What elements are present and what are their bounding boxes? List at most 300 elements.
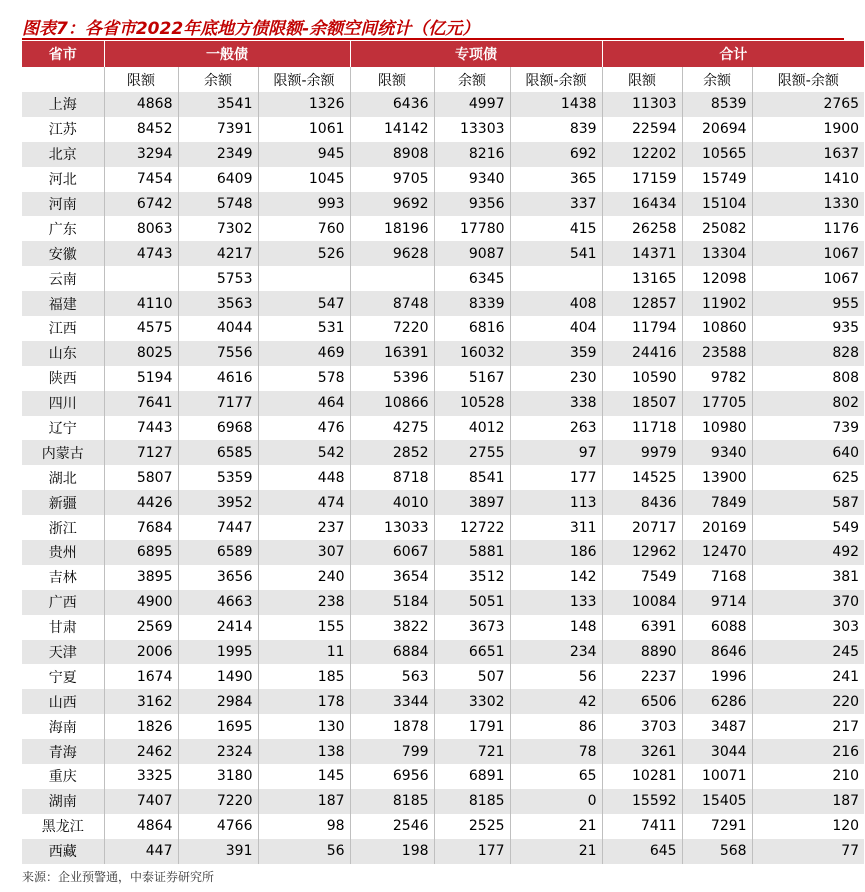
- province-cell: 福建: [22, 291, 104, 316]
- value-cell: 3673: [434, 615, 510, 640]
- value-cell: 4766: [178, 814, 258, 839]
- value-cell: [350, 266, 434, 291]
- province-cell: 重庆: [22, 764, 104, 789]
- value-cell: 4575: [104, 316, 178, 341]
- value-cell: 802: [752, 391, 864, 416]
- value-cell: 2569: [104, 615, 178, 640]
- value-cell: 22594: [602, 117, 682, 142]
- value-cell: 10860: [682, 316, 752, 341]
- value-cell: 549: [752, 515, 864, 540]
- value-cell: 4012: [434, 416, 510, 441]
- value-cell: 86: [510, 714, 602, 739]
- value-cell: 547: [258, 291, 350, 316]
- value-cell: 568: [682, 839, 752, 864]
- province-cell: 安徽: [22, 241, 104, 266]
- value-cell: 578: [258, 366, 350, 391]
- value-cell: 7127: [104, 440, 178, 465]
- value-cell: 7549: [602, 565, 682, 590]
- value-cell: 138: [258, 739, 350, 764]
- value-cell: 8339: [434, 291, 510, 316]
- value-cell: 13304: [682, 241, 752, 266]
- value-cell: 4616: [178, 366, 258, 391]
- table-row: [22, 167, 864, 192]
- value-cell: 1674: [104, 664, 178, 689]
- table-row: [22, 714, 864, 739]
- table-row: [22, 590, 864, 615]
- province-cell: 山东: [22, 341, 104, 366]
- value-cell: 12857: [602, 291, 682, 316]
- value-cell: 11: [258, 640, 350, 665]
- value-cell: 3162: [104, 689, 178, 714]
- value-cell: 2349: [178, 142, 258, 167]
- value-cell: 3344: [350, 689, 434, 714]
- table-row: [22, 764, 864, 789]
- source-note: 来源：企业预警通，中泰证券研究所: [22, 870, 215, 884]
- value-cell: 3656: [178, 565, 258, 590]
- value-cell: 415: [510, 216, 602, 241]
- value-cell: 1995: [178, 640, 258, 665]
- value-cell: 2984: [178, 689, 258, 714]
- province-cell: 黑龙江: [22, 814, 104, 839]
- value-cell: 3654: [350, 565, 434, 590]
- value-cell: 1330: [752, 192, 864, 217]
- province-cell: 湖北: [22, 465, 104, 490]
- value-cell: 17705: [682, 391, 752, 416]
- province-cell: 山西: [22, 689, 104, 714]
- value-cell: 381: [752, 565, 864, 590]
- table-row: [22, 615, 864, 640]
- value-cell: 238: [258, 590, 350, 615]
- value-cell: 9340: [682, 440, 752, 465]
- value-cell: 14525: [602, 465, 682, 490]
- value-cell: 3822: [350, 615, 434, 640]
- value-cell: 7849: [682, 490, 752, 515]
- value-cell: 6589: [178, 540, 258, 565]
- value-cell: 6506: [602, 689, 682, 714]
- value-cell: 492: [752, 540, 864, 565]
- value-cell: 404: [510, 316, 602, 341]
- value-cell: 4010: [350, 490, 434, 515]
- value-cell: 15104: [682, 192, 752, 217]
- header-limit: 限额: [350, 67, 434, 92]
- value-cell: 408: [510, 291, 602, 316]
- value-cell: 9705: [350, 167, 434, 192]
- value-cell: 2237: [602, 664, 682, 689]
- value-cell: 1067: [752, 266, 864, 291]
- value-cell: 16434: [602, 192, 682, 217]
- value-cell: 198: [350, 839, 434, 864]
- value-cell: 15749: [682, 167, 752, 192]
- value-cell: 8748: [350, 291, 434, 316]
- value-cell: 15405: [682, 789, 752, 814]
- value-cell: 210: [752, 764, 864, 789]
- value-cell: 8063: [104, 216, 178, 241]
- value-cell: 531: [258, 316, 350, 341]
- value-cell: 120: [752, 814, 864, 839]
- province-cell: 湖南: [22, 789, 104, 814]
- value-cell: 8718: [350, 465, 434, 490]
- value-cell: 474: [258, 490, 350, 515]
- value-cell: 6345: [434, 266, 510, 291]
- value-cell: 4426: [104, 490, 178, 515]
- province-cell: 江苏: [22, 117, 104, 142]
- value-cell: 3895: [104, 565, 178, 590]
- value-cell: 2324: [178, 739, 258, 764]
- value-cell: 7391: [178, 117, 258, 142]
- table-row: [22, 192, 864, 217]
- value-cell: 6895: [104, 540, 178, 565]
- value-cell: 20169: [682, 515, 752, 540]
- value-cell: 7454: [104, 167, 178, 192]
- value-cell: 7641: [104, 391, 178, 416]
- value-cell: 7443: [104, 416, 178, 441]
- value-cell: 464: [258, 391, 350, 416]
- value-cell: 16391: [350, 341, 434, 366]
- value-cell: 130: [258, 714, 350, 739]
- value-cell: 13303: [434, 117, 510, 142]
- value-cell: 2462: [104, 739, 178, 764]
- value-cell: 241: [752, 664, 864, 689]
- value-cell: 1826: [104, 714, 178, 739]
- province-cell: 海南: [22, 714, 104, 739]
- value-cell: 9356: [434, 192, 510, 217]
- value-cell: 587: [752, 490, 864, 515]
- value-cell: 1996: [682, 664, 752, 689]
- value-cell: 8436: [602, 490, 682, 515]
- value-cell: 6067: [350, 540, 434, 565]
- province-cell: 天津: [22, 640, 104, 665]
- value-cell: 692: [510, 142, 602, 167]
- value-cell: 12722: [434, 515, 510, 540]
- province-cell: 上海: [22, 92, 104, 117]
- value-cell: 311: [510, 515, 602, 540]
- value-cell: 507: [434, 664, 510, 689]
- table-row: [22, 814, 864, 839]
- province-cell: 甘肃: [22, 615, 104, 640]
- table-row: [22, 640, 864, 665]
- value-cell: 97: [510, 440, 602, 465]
- value-cell: 8541: [434, 465, 510, 490]
- province-cell: 内蒙古: [22, 440, 104, 465]
- value-cell: 20694: [682, 117, 752, 142]
- value-cell: 237: [258, 515, 350, 540]
- value-cell: 563: [350, 664, 434, 689]
- value-cell: 11902: [682, 291, 752, 316]
- value-cell: 760: [258, 216, 350, 241]
- value-cell: 7447: [178, 515, 258, 540]
- value-cell: 21: [510, 839, 602, 864]
- header-row-groups: [22, 41, 864, 67]
- value-cell: 391: [178, 839, 258, 864]
- value-cell: 2525: [434, 814, 510, 839]
- value-cell: 645: [602, 839, 682, 864]
- value-cell: 77: [752, 839, 864, 864]
- table-row: [22, 341, 864, 366]
- value-cell: 9714: [682, 590, 752, 615]
- value-cell: 10084: [602, 590, 682, 615]
- table-row: [22, 739, 864, 764]
- value-cell: 739: [752, 416, 864, 441]
- value-cell: 541: [510, 241, 602, 266]
- value-cell: 4743: [104, 241, 178, 266]
- value-cell: 2852: [350, 440, 434, 465]
- value-cell: 6816: [434, 316, 510, 341]
- value-cell: 5881: [434, 540, 510, 565]
- value-cell: [104, 266, 178, 291]
- table-row: [22, 839, 864, 864]
- value-cell: 337: [510, 192, 602, 217]
- table-row: [22, 117, 864, 142]
- value-cell: 6088: [682, 615, 752, 640]
- value-cell: 220: [752, 689, 864, 714]
- table-row: [22, 664, 864, 689]
- value-cell: 625: [752, 465, 864, 490]
- value-cell: 5753: [178, 266, 258, 291]
- value-cell: 3703: [602, 714, 682, 739]
- value-cell: 13165: [602, 266, 682, 291]
- header-general-bond: 一般债: [104, 41, 350, 67]
- value-cell: 828: [752, 341, 864, 366]
- value-cell: 2006: [104, 640, 178, 665]
- value-cell: 8216: [434, 142, 510, 167]
- value-cell: 2755: [434, 440, 510, 465]
- value-cell: 10866: [350, 391, 434, 416]
- value-cell: 10565: [682, 142, 752, 167]
- value-cell: 7302: [178, 216, 258, 241]
- value-cell: 9087: [434, 241, 510, 266]
- value-cell: 6409: [178, 167, 258, 192]
- value-cell: 20717: [602, 515, 682, 540]
- value-cell: 9979: [602, 440, 682, 465]
- value-cell: 7177: [178, 391, 258, 416]
- table-row: [22, 565, 864, 590]
- province-cell: 西藏: [22, 839, 104, 864]
- table-row: [22, 440, 864, 465]
- value-cell: 5184: [350, 590, 434, 615]
- province-cell: 江西: [22, 316, 104, 341]
- value-cell: 1438: [510, 92, 602, 117]
- province-cell: 辽宁: [22, 416, 104, 441]
- value-cell: 5194: [104, 366, 178, 391]
- value-cell: 11303: [602, 92, 682, 117]
- value-cell: 476: [258, 416, 350, 441]
- value-cell: 5359: [178, 465, 258, 490]
- value-cell: 15592: [602, 789, 682, 814]
- value-cell: 7291: [682, 814, 752, 839]
- debt-table: [22, 41, 864, 864]
- value-cell: 365: [510, 167, 602, 192]
- value-cell: 3897: [434, 490, 510, 515]
- value-cell: 1791: [434, 714, 510, 739]
- province-cell: 宁夏: [22, 664, 104, 689]
- table-row: [22, 291, 864, 316]
- table-row: [22, 142, 864, 167]
- value-cell: 6391: [602, 615, 682, 640]
- value-cell: 8185: [434, 789, 510, 814]
- header-total: 合计: [602, 41, 864, 67]
- value-cell: 217: [752, 714, 864, 739]
- table-row: [22, 316, 864, 341]
- value-cell: 1878: [350, 714, 434, 739]
- value-cell: 640: [752, 440, 864, 465]
- province-cell: 新疆: [22, 490, 104, 515]
- value-cell: 3512: [434, 565, 510, 590]
- table-row: [22, 416, 864, 441]
- value-cell: 13900: [682, 465, 752, 490]
- value-cell: 78: [510, 739, 602, 764]
- value-cell: 10980: [682, 416, 752, 441]
- value-cell: 11794: [602, 316, 682, 341]
- table-row: [22, 391, 864, 416]
- value-cell: 0: [510, 789, 602, 814]
- value-cell: 7684: [104, 515, 178, 540]
- value-cell: 6585: [178, 440, 258, 465]
- value-cell: 2414: [178, 615, 258, 640]
- value-cell: 7407: [104, 789, 178, 814]
- province-cell: 四川: [22, 391, 104, 416]
- value-cell: 1900: [752, 117, 864, 142]
- value-cell: 6742: [104, 192, 178, 217]
- value-cell: 338: [510, 391, 602, 416]
- province-cell: 广东: [22, 216, 104, 241]
- value-cell: 8185: [350, 789, 434, 814]
- value-cell: 65: [510, 764, 602, 789]
- table-row: [22, 515, 864, 540]
- province-cell: 青海: [22, 739, 104, 764]
- value-cell: 5051: [434, 590, 510, 615]
- value-cell: 187: [258, 789, 350, 814]
- value-cell: 8646: [682, 640, 752, 665]
- value-cell: 307: [258, 540, 350, 565]
- value-cell: 469: [258, 341, 350, 366]
- header-limit: 限额: [104, 67, 178, 92]
- value-cell: 4217: [178, 241, 258, 266]
- value-cell: 3294: [104, 142, 178, 167]
- value-cell: 10528: [434, 391, 510, 416]
- value-cell: 10281: [602, 764, 682, 789]
- value-cell: 7168: [682, 565, 752, 590]
- value-cell: 6891: [434, 764, 510, 789]
- value-cell: 17159: [602, 167, 682, 192]
- header-balance: 余额: [434, 67, 510, 92]
- value-cell: 799: [350, 739, 434, 764]
- value-cell: 3044: [682, 739, 752, 764]
- value-cell: 145: [258, 764, 350, 789]
- province-cell: 河北: [22, 167, 104, 192]
- value-cell: 6436: [350, 92, 434, 117]
- value-cell: 11718: [602, 416, 682, 441]
- value-cell: 3325: [104, 764, 178, 789]
- header-limit-minus-balance: 限额-余额: [510, 67, 602, 92]
- value-cell: 8890: [602, 640, 682, 665]
- table-row: [22, 689, 864, 714]
- value-cell: 1067: [752, 241, 864, 266]
- value-cell: 12098: [682, 266, 752, 291]
- value-cell: 3302: [434, 689, 510, 714]
- value-cell: 13033: [350, 515, 434, 540]
- province-cell: 贵州: [22, 540, 104, 565]
- value-cell: 9782: [682, 366, 752, 391]
- value-cell: 3261: [602, 739, 682, 764]
- province-cell: 北京: [22, 142, 104, 167]
- value-cell: 303: [752, 615, 864, 640]
- value-cell: 7556: [178, 341, 258, 366]
- value-cell: 7220: [350, 316, 434, 341]
- value-cell: 3180: [178, 764, 258, 789]
- value-cell: [258, 266, 350, 291]
- value-cell: 14142: [350, 117, 434, 142]
- table-body: [22, 92, 864, 864]
- header-limit: 限额: [602, 67, 682, 92]
- value-cell: 21: [510, 814, 602, 839]
- table-row: [22, 465, 864, 490]
- header-limit-minus-balance: 限额-余额: [258, 67, 350, 92]
- value-cell: 1176: [752, 216, 864, 241]
- value-cell: 1410: [752, 167, 864, 192]
- value-cell: 18196: [350, 216, 434, 241]
- value-cell: 6286: [682, 689, 752, 714]
- value-cell: 8452: [104, 117, 178, 142]
- table-row: [22, 490, 864, 515]
- header-row-subcols: [22, 67, 864, 92]
- value-cell: 178: [258, 689, 350, 714]
- province-cell: 浙江: [22, 515, 104, 540]
- value-cell: 447: [104, 839, 178, 864]
- value-cell: 12962: [602, 540, 682, 565]
- value-cell: 4864: [104, 814, 178, 839]
- value-cell: 526: [258, 241, 350, 266]
- value-cell: 16032: [434, 341, 510, 366]
- province-cell: 吉林: [22, 565, 104, 590]
- province-cell: 河南: [22, 192, 104, 217]
- value-cell: 245: [752, 640, 864, 665]
- value-cell: 993: [258, 192, 350, 217]
- value-cell: 945: [258, 142, 350, 167]
- value-cell: 9692: [350, 192, 434, 217]
- value-cell: 155: [258, 615, 350, 640]
- value-cell: 359: [510, 341, 602, 366]
- value-cell: 5396: [350, 366, 434, 391]
- value-cell: 4275: [350, 416, 434, 441]
- value-cell: 4044: [178, 316, 258, 341]
- title-bar: [22, 12, 844, 40]
- value-cell: 23588: [682, 341, 752, 366]
- figure-title: 图表7：各省市2022年底地方债限额-余额空间统计（亿元）: [22, 19, 480, 39]
- value-cell: 185: [258, 664, 350, 689]
- value-cell: 935: [752, 316, 864, 341]
- table-row: [22, 789, 864, 814]
- table-row: [22, 540, 864, 565]
- value-cell: 9628: [350, 241, 434, 266]
- value-cell: 2546: [350, 814, 434, 839]
- value-cell: 8025: [104, 341, 178, 366]
- value-cell: 542: [258, 440, 350, 465]
- value-cell: 234: [510, 640, 602, 665]
- value-cell: 1695: [178, 714, 258, 739]
- value-cell: 18507: [602, 391, 682, 416]
- value-cell: 1637: [752, 142, 864, 167]
- value-cell: 216: [752, 739, 864, 764]
- value-cell: 12202: [602, 142, 682, 167]
- value-cell: 42: [510, 689, 602, 714]
- header-limit-minus-balance: 限额-余额: [752, 67, 864, 92]
- value-cell: 10590: [602, 366, 682, 391]
- value-cell: 4997: [434, 92, 510, 117]
- value-cell: 17780: [434, 216, 510, 241]
- value-cell: 5807: [104, 465, 178, 490]
- value-cell: 148: [510, 615, 602, 640]
- value-cell: 177: [434, 839, 510, 864]
